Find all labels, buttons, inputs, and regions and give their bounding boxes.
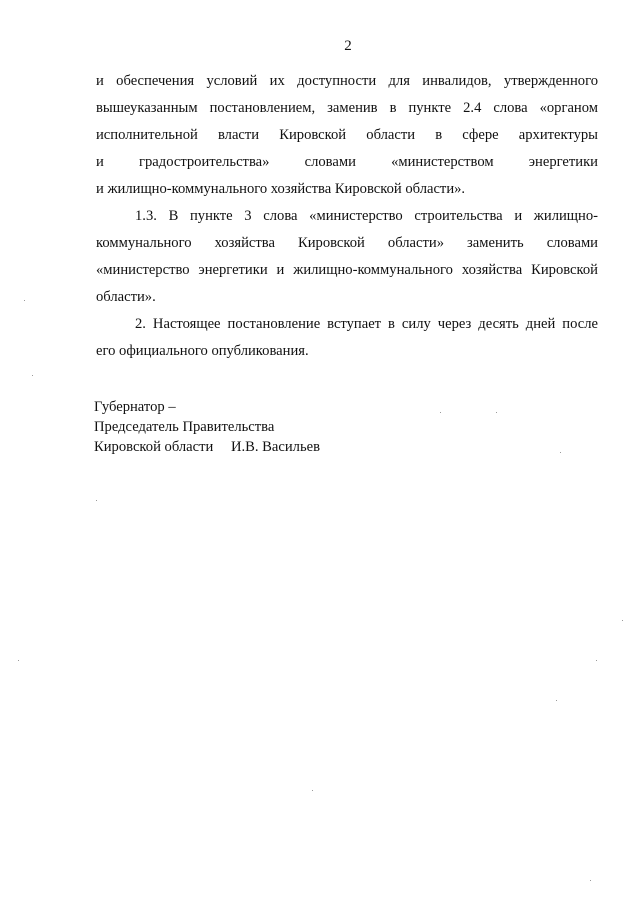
signature-title-line-1: Губернатор – — [94, 399, 176, 415]
signatory-name: И.В. Васильев — [230, 439, 320, 455]
paragraph-2-line-2: коммунального хозяйства Кировской области» заменить словами — [96, 235, 598, 251]
scan-speck — [96, 500, 97, 501]
signature-title-line-3 — [94, 437, 320, 457]
scan-speck — [312, 790, 313, 791]
scan-speck — [24, 300, 25, 301]
paragraph-1-line-5: и жилищно-коммунального хозяйства Кировской области». — [96, 181, 466, 197]
paragraph-1-line-2: вышеуказанным постановлением, заменив в пункте 2.4 слова «органом — [96, 100, 598, 116]
scan-speck — [440, 412, 441, 413]
page-number: 2 — [344, 38, 352, 54]
signature-block — [94, 397, 320, 457]
paragraph-2-line-3: «министерство энергетики и жилищно-коммунального хозяйства Кировской — [96, 262, 598, 278]
scan-speck — [18, 660, 19, 661]
paragraph-2-line-4: области». — [96, 289, 156, 305]
paragraph-3-line-1: 2. Настоящее постановление вступает в силу через десять дней после — [135, 316, 598, 332]
document-body — [96, 68, 598, 365]
scan-speck — [596, 660, 597, 661]
scan-speck — [560, 452, 561, 453]
scan-speck — [622, 620, 623, 621]
paragraph-1-line-3: исполнительной власти Кировской области в сфере архитектуры — [96, 127, 598, 143]
scan-speck — [32, 375, 33, 376]
paragraph-1-line-1: и обеспечения условий их доступности для инвалидов, утвержденного — [96, 73, 598, 89]
paragraph-1-line-4: и градостроительства» словами «министерством энергетики — [96, 154, 598, 170]
signature-region: Кировской области — [94, 439, 214, 455]
scan-speck — [496, 412, 497, 413]
scan-speck — [556, 700, 557, 701]
signature-title-line-2: Председатель Правительства — [94, 419, 275, 435]
paragraph-3-line-2: его официального опубликования. — [96, 343, 309, 359]
paragraph-2-line-1: 1.3. В пункте 3 слова «министерство строительства и жилищно- — [135, 208, 598, 224]
scan-speck — [590, 880, 591, 881]
